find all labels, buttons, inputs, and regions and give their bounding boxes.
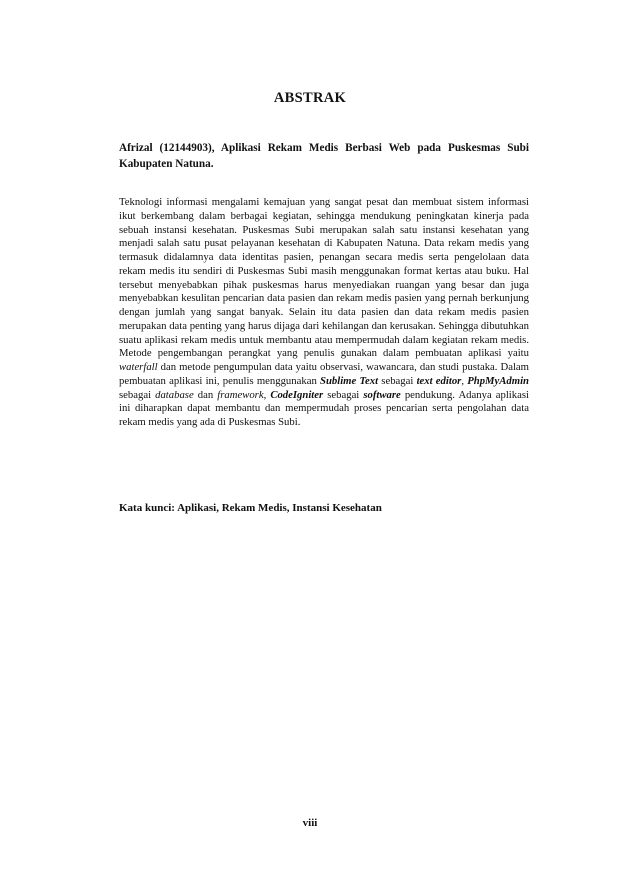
- term-software: software: [363, 388, 401, 401]
- term-phpmyadmin: PhpMyAdmin: [467, 374, 529, 387]
- term-sublime-text: Sublime Text: [320, 374, 379, 387]
- page-title: ABSTRAK: [273, 90, 347, 106]
- abstract-text-4: ,: [461, 374, 468, 387]
- abstract-text-2: dan metode pengumpulan data yaitu observasi, wawancara, dan studi pustaka. Dalam pembuatan aplikasi ini, penulis menggunakan: [119, 361, 529, 387]
- term-waterfall: waterfall: [119, 361, 158, 373]
- abstract-text-9: pendukung. Adanya aplikasi ini diharapkan dapat membantu dan mempermudah proses pencarian serta pengolahan data rekam medis yang ada di Puskesmas Subi.: [119, 388, 529, 428]
- term-text-editor: text editor: [416, 374, 462, 387]
- abstract-text-8: sebagai: [323, 388, 364, 401]
- abstract-text-6: dan: [193, 388, 218, 401]
- page-number: viii: [302, 817, 318, 829]
- keywords: Kata kunci: Aplikasi, Rekam Medis, Instansi Kesehatan: [119, 502, 382, 514]
- abstract-text-5: sebagai: [119, 388, 156, 401]
- abstract-text-3: sebagai: [378, 374, 417, 387]
- abstract-text-7: ,: [263, 388, 271, 401]
- term-framework: framework: [217, 388, 264, 401]
- abstract-text-1: Teknologi informasi mengalami kemajuan yang sangat pesat dan membuat sistem informasi ikut berkembang dalam berbagai kegiatan, sehingga mendukung peningkatan kinerja pada sebuah instansi kesehatan. Puskesmas Subi merupakan salah satu instansi kesehatan yang menjadi salah satu pusat pelayanan kesehatan di Kabupaten Natuna. Data rekam medis yang termasuk didalamnya data identitas pasien, penangan secara medis serta pengelolaan data rekam medis itu sendiri di Puskesmas Subi masih menggunakan format kertas atau buku. Hal tersebut menyebabkan pihak puskesmas harus menyediakan ruangan yang besar dan juga menyebabkan kesulitan pencarian data pasien dan rekam medis pasien yang pernah berkunjung dengan jumlah yang sangat banyak. Selain itu data pasien dan data rekam medis pasien merupakan data penting yang harus dijaga dari kehilangan dan kerusakan. Sehingga dibutuhkan suatu aplikasi rekam medis untuk membantu atau mempermudah dalam kegiatan rekam medis. Metode pengembangan perangkat yang penulis gunakan dalam pembuatan aplikasi yaitu: [119, 196, 529, 360]
- term-codeigniter: CodeIgniter: [270, 388, 324, 401]
- term-database: database: [155, 388, 194, 401]
- author-citation: Afrizal (12144903), Aplikasi Rekam Medis Berbasi Web pada Puskesmas Subi Kabupaten Natuna.: [119, 142, 529, 170]
- abstract-body: [119, 196, 529, 430]
